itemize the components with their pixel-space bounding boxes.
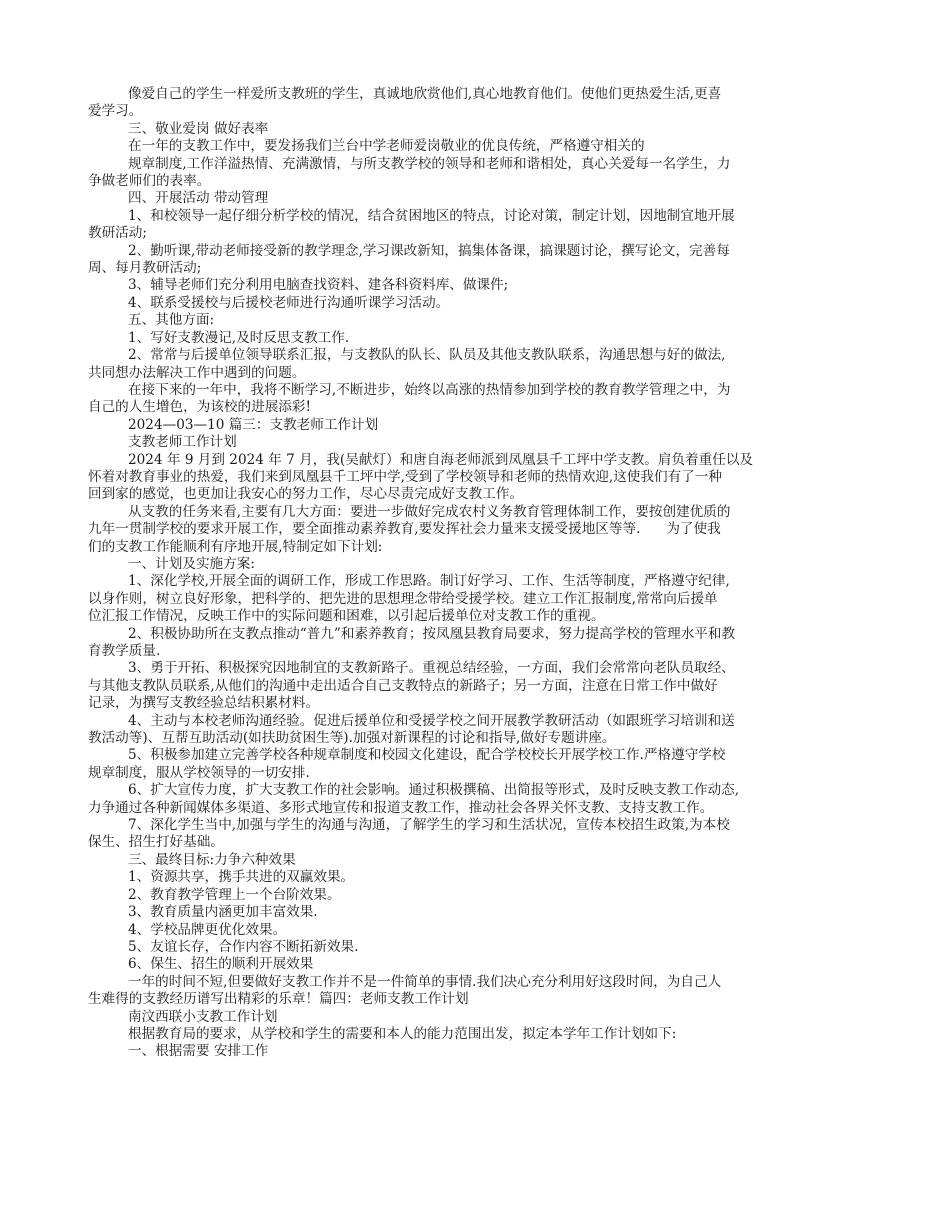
text-line: 根据教育局的要求，从学校和学生的需要和本人的能力范围出发，拟定本学年工作计划如下:	[128, 1025, 677, 1042]
text-line: 在一年的支教工作中，要发扬我们兰台中学老师爱岗敬业的优良传统，严格遵守相关的	[128, 138, 645, 155]
text-line: 保生、招生打好基础。	[88, 834, 224, 851]
text-line: 一、计划及实施方案:	[128, 555, 255, 572]
text-line: 位汇报工作情况，反映工作中的实际问题和困难，以引起后援单位对支教工作的重视。	[88, 608, 605, 625]
text-line: 3、教育质量内涵更加丰富效果.	[128, 904, 318, 921]
text-line: 以身作则，树立良好形象，把科学的、把先进的思想理念带给受援学校。建立工作汇报制度,常常向后援单	[88, 590, 718, 607]
text-line: 2、勤听课,带动老师接受新的教学理念,学习课改新知，搞集体备课，搞课题讨论，撰写论文，完善每	[128, 242, 730, 259]
text-line: 与其他支教队员联系,从他们的沟通中走出适合自己支教特点的新路子；另一方面，注意在日常工作中做好	[88, 677, 718, 694]
text-line: 7、深化学生当中,加强与学生的沟通与沟通，了解学生的学习和生活状况，宣传本校招生政策,为本校	[128, 817, 730, 834]
text-line: 教活动等)、互帮互助活动(如扶助贫困生等).加强对新课程的讨论和指导,做好专题讲座。	[88, 730, 616, 747]
text-line: 规章制度,工作洋溢热情、充满激情，与所支教学校的领导和老师和谐相处，真心关爱每一名学生，力	[128, 155, 731, 172]
text-line: 6、扩大宣传力度，扩大支教工作的社会影响。通过积极撰稿、出简报等形式，及时反映支教工作动态,	[128, 782, 740, 799]
text-line: 三、敬业爱岗 做好表率	[128, 120, 269, 137]
text-line: 争做老师们的表率。	[88, 173, 211, 190]
text-line: 3、辅导老师们充分利用电脑查找资料、建各科资料库、做课件;	[128, 277, 509, 294]
text-line: 3、勇于开拓、积极探究因地制宜的支教新路子。重视总结经验，一方面，我们会常常向老队员取经、	[128, 660, 735, 677]
text-line: 共同想办法解决工作中遇到的问题。	[88, 364, 306, 381]
text-line: 在接下来的一年中，我将不断学习,不断进步，始终以高涨的热情参加到学校的教育教学管理之中，为	[128, 381, 731, 398]
text-line: 5、积极参加建立完善学校各种规章制度和校园文化建设，配合学校校长开展学校工作.严格遵守学校	[128, 747, 726, 764]
text-line: 五、其他方面:	[128, 312, 215, 329]
text-line: 2、积极协助所在支教点推动“普九”和素养教育；按凤凰县教育局要求，努力提高学校的管理水平和教	[128, 625, 736, 642]
text-line: 们的支教工作能顺利有序地开展,特制定如下计划:	[88, 538, 383, 555]
text-line: 一年的时间不短,但要做好支教工作并不是一件简单的事情.我们决心充分利用好这段时间，为自己人	[128, 973, 722, 990]
text-line: 2、教育教学管理上一个台阶效果。	[128, 886, 341, 903]
text-line: 规章制度，服从学校领导的一切安排.	[88, 764, 310, 781]
text-line: 南汶西联小支教工作计划	[128, 1008, 278, 1025]
text-line: 回到家的感觉，也更加让我安心的努力工作，尽心尽责完成好支教工作。	[88, 486, 523, 503]
text-line: 一、根据需要 安排工作	[128, 1043, 269, 1060]
text-line: 育教学质量.	[88, 643, 161, 659]
text-line: 三、最终目标:力争六种效果	[128, 851, 296, 868]
text-line: 四、开展活动 带动管理	[128, 190, 269, 207]
text-line: 1、和校领导一起仔细分析学校的情况，结合贫困地区的特点，讨论对策，制定计划，因地制宜地开展	[128, 207, 735, 224]
text-line: 像爱自己的学生一样爱所支教班的学生，真诚地欣赏他们,真心地教育他们。使他们更热爱生活,更喜	[128, 86, 722, 102]
text-line: 1、深化学校,开展全面的调研工作，形成工作思路。制订好学习、工作、生活等制度，严格遵守纪律,	[128, 573, 730, 590]
text-line: 九年一贯制学校的要求开展工作，要全面推动素养教育,要发挥社会力量来支援受援地区等等. 为了使我	[88, 521, 721, 538]
text-line: 记录，为撰写支教经验总结积累材料。	[88, 695, 320, 712]
text-line: 力争通过各种新闻媒体多渠道、多形式地宣传和报道支教工作，推动社会各界关怀支教、支持支教工作。	[88, 799, 714, 816]
text-line: 6、保生、招生的顺利开展效果	[128, 956, 314, 973]
text-line: 怀着对教育事业的热爱，我们来到凤凰县千工坪中学,受到了学校领导和老师的热情欢迎,这使我们有了一种	[88, 468, 722, 485]
text-line: 2024 年 9 月到 2024 年 7 月，我(吴献灯）和唐自海老师派到凤凰县千工坪中学支教。肩负着重任以及	[128, 451, 754, 468]
text-line: 1、资源共享，携手共进的双赢效果。	[128, 869, 355, 886]
text-line: 4、主动与本校老师沟通经验。促进后援单位和受援学校之间开展教学教研活动（如跟班学习培训和送	[128, 712, 735, 729]
text-line: 1、写好支教漫记,及时反思支教工作.	[128, 329, 350, 346]
text-line: 周、每月教研活动;	[88, 260, 202, 277]
text-line: 4、学校品牌更优化效果。	[128, 921, 287, 938]
text-line: 爱学习。	[88, 103, 143, 120]
text-line: 5、友谊长存，合作内容不断拓新效果.	[128, 938, 359, 955]
text-line: 4、联系受援校与后援校老师进行沟通听课学习活动。	[128, 294, 450, 311]
text-line: 从支教的任务来看,主要有几大方面：要进一步做好完成农村义务教育管理体制工作，要按创建优质的	[128, 503, 731, 520]
text-line: 自己的人生增色，为该校的进展添彩!	[88, 399, 311, 416]
text-line: 教研活动;	[88, 225, 147, 242]
text-line: 2024—03—10 篇三：支教老师工作计划	[128, 416, 379, 433]
text-line: 支教老师工作计划	[128, 434, 237, 451]
text-line: 2、常常与后援单位领导联系汇报，与支教队的队长、队员及其他支教队联系，沟通思想与好的做法,	[128, 347, 726, 364]
text-line: 生难得的支教经历谱写出精彩的乐章！篇四：老师支教工作计划	[88, 991, 469, 1008]
document-body	[88, 86, 860, 1061]
